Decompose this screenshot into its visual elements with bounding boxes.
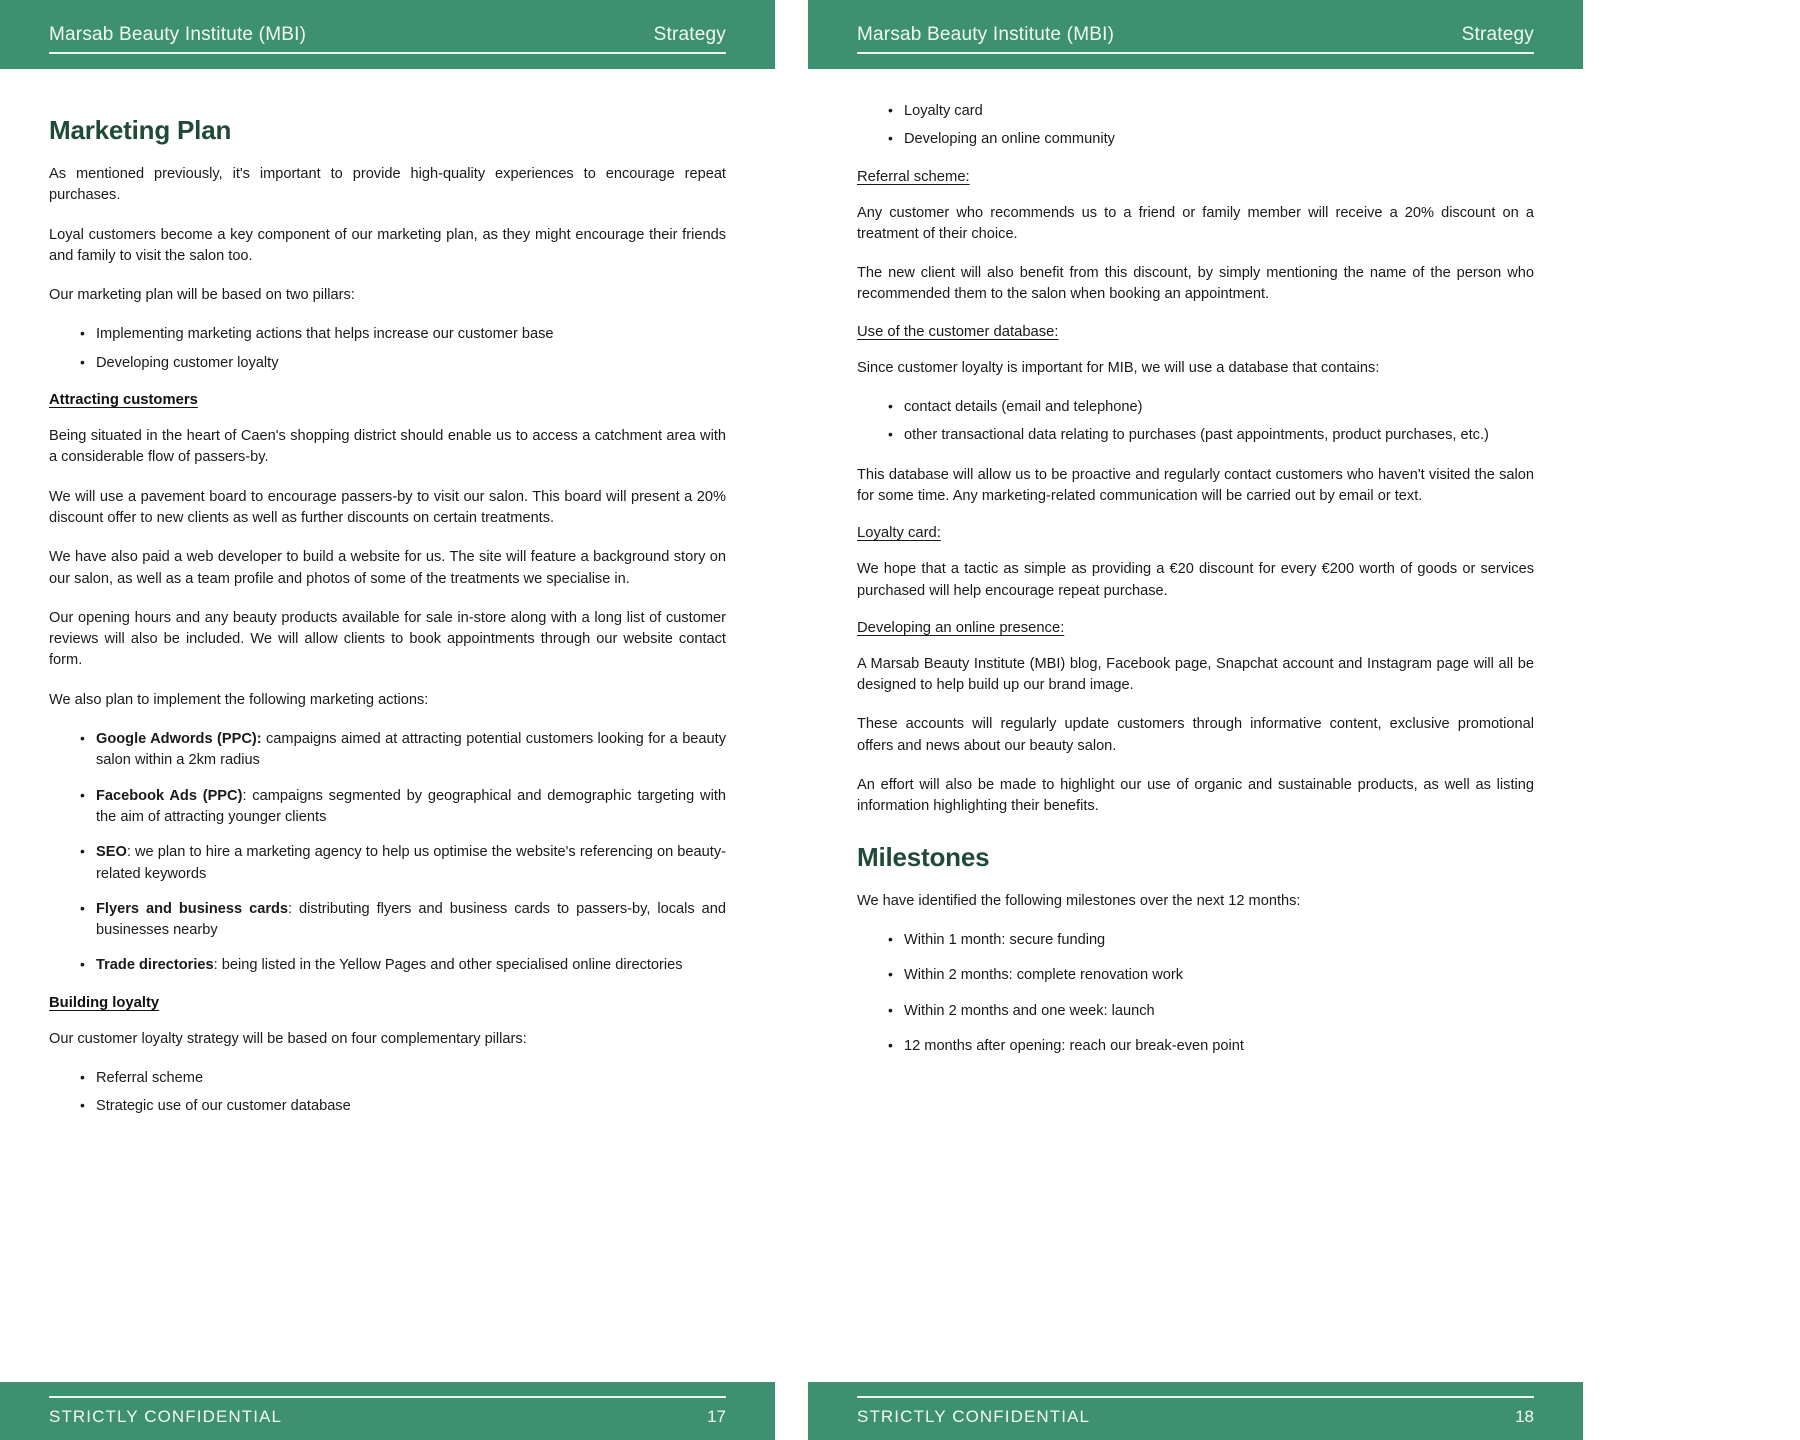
header-section-label: Strategy [1461, 24, 1534, 45]
list-item-label: SEO [96, 844, 127, 861]
paragraph-location: Being situated in the heart of Caen's shopping district should enable us to access a catchment area with a considerable flow of passers-by. [49, 428, 726, 466]
list-item: • Within 2 months and one week: launch [888, 1001, 1534, 1022]
list-item-text: : being listed in the Yellow Pages and other specialised online directories [213, 957, 683, 974]
footer-confidentiality-label: STRICTLY CONFIDENTIAL [49, 1406, 283, 1426]
list-item: • contact details (email and telephone) [888, 397, 1534, 418]
subheading-online-presence: Developing an online presence: [857, 619, 1065, 636]
list-loyalty-pillars [49, 1068, 726, 1118]
list-item-text: : we plan to hire a marketing agency to help us optimise the website's referencing on beauty-related keywords [96, 844, 726, 882]
paragraph-loyalty-card-discount: We hope that a tactic as simple as providing a €20 discount for every €200 worth of goods or services purchased will help encourage repeat purchase. [857, 561, 1534, 599]
subheading-customer-database: Use of the customer database: [857, 323, 1059, 340]
list-item [80, 729, 726, 772]
list-item [80, 786, 726, 829]
page-body-left [0, 69, 775, 1382]
list-item: • Referral scheme [80, 1068, 726, 1089]
list-item: • Loyalty card [888, 101, 1534, 122]
list-item-text: : distributing flyers and business cards to passers-by, locals and businesses nearby [96, 900, 726, 939]
paragraph-opening-hours: Our opening hours and any beauty products available for sale in-store along with a long list of customer reviews will also be included. We will allow clients to book appointments through our website contact form. [49, 609, 726, 669]
page-body-right [808, 69, 1583, 1382]
list-item-label: Facebook Ads (PPC) [96, 787, 243, 804]
page-footer-right [808, 1382, 1583, 1440]
list-item: • Implementing marketing actions that helps increase our customer base [80, 324, 726, 345]
list-database-contents [857, 397, 1534, 447]
paragraph-loyalty-lead: Our customer loyalty strategy will be based on four complementary pillars: [49, 1030, 527, 1047]
paragraph-pavement-board: We will use a pavement board to encourage passers-by to visit our salon. This board will present a 20% discount offer to new clients as well as further discounts on certain treatments. [49, 488, 726, 526]
page-title-milestones: Milestones [857, 841, 990, 872]
list-item: • Within 2 months: complete renovation work [888, 965, 1534, 986]
list-marketing-pillars [49, 324, 726, 374]
list-item: • Developing customer loyalty [80, 353, 726, 374]
list-item-text: : campaigns segmented by geographical and demographic targeting with the aim of attracting younger clients [96, 787, 726, 825]
list-item: • Within 1 month: secure funding [888, 930, 1534, 951]
list-loyalty-pillars-continued [857, 101, 1534, 151]
paragraph-intro-1: As mentioned previously, it's important to provide high-quality experiences to encourage repeat purchases. [49, 166, 726, 204]
subheading-loyalty-card: Loyalty card: [857, 525, 941, 542]
header-company-name: Marsab Beauty Institute (MBI) [49, 24, 307, 45]
list-item: • 12 months after opening: reach our break-even point [888, 1036, 1534, 1057]
paragraph-account-updates: These accounts will regularly update customers through informative content, exclusive promotional offers and news about our beauty salon. [857, 716, 1534, 754]
paragraph-intro-2: Loyal customers become a key component of our marketing plan, as they might encourage their friends and family to visit the salon too. [49, 226, 726, 264]
list-item [80, 955, 726, 976]
list-item-text: campaigns aimed at attracting potential customers looking for a beauty salon within a 2km radius [96, 731, 727, 769]
paragraph-two-pillars-lead: Our marketing plan will be based on two pillars: [49, 287, 355, 304]
list-item-label: Google Adwords (PPC): [96, 731, 262, 748]
header-section-label: Strategy [653, 24, 726, 45]
paragraph-marketing-actions-lead: We also plan to implement the following marketing actions: [49, 691, 429, 708]
header-company-name: Marsab Beauty Institute (MBI) [857, 24, 1115, 45]
page-title-marketing-plan: Marketing Plan [49, 115, 232, 145]
paragraph-referral-discount: Any customer who recommends us to a friend or family member will receive a 20% discount on a treatment of their choice. [857, 204, 1534, 242]
paragraph-new-client-benefit: The new client will also benefit from this discount, by simply mentioning the name of the person who recommended them to the salon when booking an appointment. [857, 265, 1534, 303]
list-item [80, 842, 726, 885]
paragraph-database-proactive: This database will allow us to be proactive and regularly contact customers who haven't visited the salon for some time. Any marketing-related communication will be carried out by email or text. [857, 466, 1534, 504]
footer-confidentiality-label: STRICTLY CONFIDENTIAL [857, 1406, 1091, 1426]
page-17 [0, 0, 775, 1440]
paragraph-database-lead: Since customer loyalty is important for MIB, we will use a database that contains: [857, 359, 1380, 376]
paragraph-organic-products: An effort will also be made to highlight our use of organic and sustainable products, as well as listing information highlighting their benefits. [857, 777, 1534, 815]
page-18 [808, 0, 1583, 1440]
page-footer-left [0, 1382, 775, 1440]
list-marketing-actions [49, 729, 726, 977]
list-milestones [857, 930, 1534, 1057]
paragraph-milestones-lead: We have identified the following milestones over the next 12 months: [857, 892, 1301, 909]
page-header-left [0, 0, 775, 69]
list-item [80, 899, 726, 942]
footer-page-number: 17 [707, 1406, 726, 1426]
paragraph-website: We have also paid a web developer to build a website for us. The site will feature a background story on our salon, as well as a team profile and photos of some of the treatments we specialise in. [49, 549, 726, 587]
footer-page-number: 18 [1515, 1406, 1534, 1426]
page-header-right [808, 0, 1583, 69]
list-item-label: Flyers and business cards [96, 900, 289, 917]
subheading-referral-scheme: Referral scheme: [857, 168, 970, 185]
subheading-building-loyalty: Building loyalty [49, 994, 160, 1011]
list-item-label: Trade directories [96, 957, 214, 974]
subheading-attracting-customers: Attracting customers [49, 392, 198, 409]
paragraph-online-channels: A Marsab Beauty Institute (MBI) blog, Facebook page, Snapchat account and Instagram page will all be designed to help build up our brand image. [857, 655, 1534, 694]
list-item: • Strategic use of our customer database [80, 1096, 726, 1117]
list-item: • other transactional data relating to purchases (past appointments, product purchases, etc.) [888, 425, 1534, 446]
list-item: • Developing an online community [888, 129, 1534, 150]
